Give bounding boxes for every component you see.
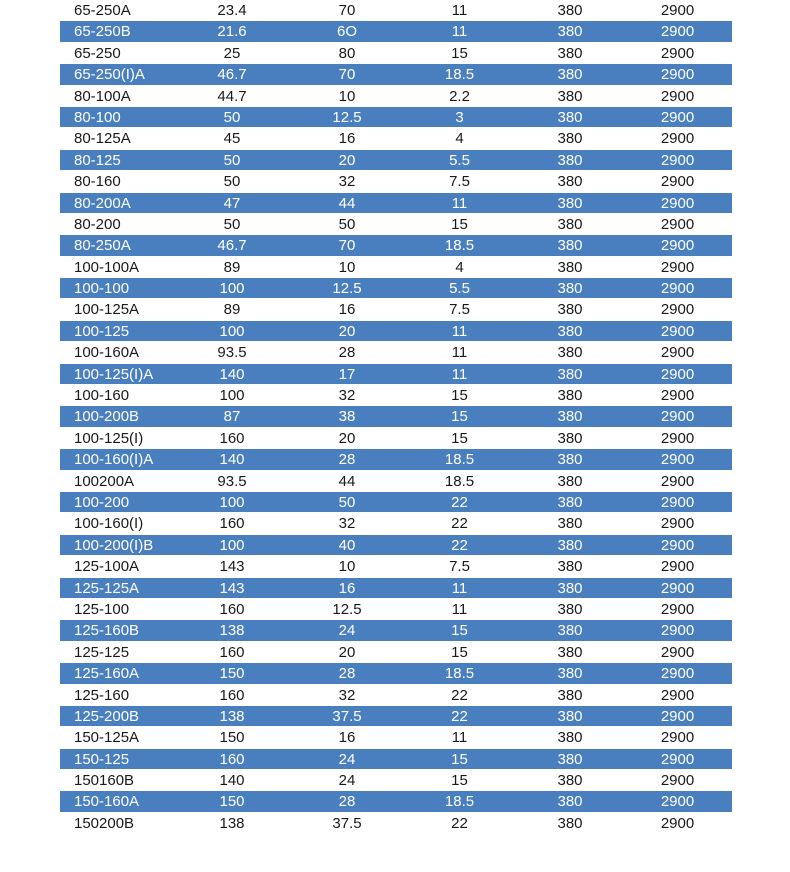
table-cell: 380 (557, 729, 583, 747)
table-row (60, 0, 732, 21)
model-cell: 100-160A (74, 344, 140, 362)
table-cell: 380 (557, 322, 583, 340)
model-cell: 125-100A (74, 558, 140, 576)
table-cell: 2900 (660, 215, 695, 233)
table-cell: 380 (557, 515, 583, 533)
model-cell: 80-160 (74, 173, 121, 191)
table-row (60, 235, 732, 256)
table-cell: 17 (338, 365, 356, 383)
table-cell: 380 (557, 622, 583, 640)
table-cell: 15 (451, 622, 468, 640)
table-row (60, 471, 732, 492)
table-cell: 89 (223, 301, 241, 319)
table-row (60, 278, 732, 299)
table-row (60, 364, 732, 385)
table-cell: 15 (451, 429, 468, 447)
table-row (60, 449, 732, 470)
model-cell: 80-125A (74, 130, 131, 148)
model-cell: 80-250A (74, 237, 131, 255)
table-cell: 2900 (660, 194, 695, 212)
table-cell: 380 (557, 237, 583, 255)
table-cell: 15 (451, 750, 468, 768)
model-cell: 100-100 (74, 280, 130, 298)
table-row (60, 749, 732, 770)
pump-spec-table (60, 0, 732, 834)
model-cell: 125-160B (74, 622, 140, 640)
table-cell: 28 (338, 665, 356, 683)
table-cell: 380 (557, 451, 583, 469)
table-cell: 2.2 (449, 87, 470, 105)
model-cell: 150160B (74, 772, 135, 790)
table-cell: 380 (557, 280, 583, 298)
table-cell: 44 (338, 472, 356, 490)
table-row (60, 299, 732, 320)
table-cell: 4 (455, 130, 464, 148)
table-cell: 32 (338, 387, 356, 405)
table-cell: 37.5 (332, 707, 362, 725)
table-cell: 28 (338, 793, 356, 811)
table-cell: 16 (338, 579, 356, 597)
table-cell: 2900 (660, 237, 695, 255)
table-cell: 46.7 (217, 237, 247, 255)
table-cell: 22 (451, 493, 468, 511)
table-cell: 380 (557, 387, 583, 405)
table-cell: 160 (219, 643, 245, 661)
table-cell: 2900 (660, 87, 695, 105)
table-row (60, 706, 732, 727)
table-cell: 20 (338, 151, 356, 169)
table-cell: 143 (219, 579, 245, 597)
table-cell: 380 (557, 66, 583, 84)
table-cell: 44 (338, 194, 356, 212)
table-cell: 50 (223, 151, 241, 169)
table-cell: 15 (451, 408, 468, 426)
table-row (60, 321, 732, 342)
model-cell: 125-100 (74, 600, 130, 618)
table-cell: 160 (219, 750, 245, 768)
table-cell: 20 (338, 322, 356, 340)
table-cell: 50 (223, 108, 241, 126)
table-cell: 45 (223, 130, 241, 148)
table-cell: 150 (219, 665, 245, 683)
table-cell: 40 (338, 536, 356, 554)
table-cell: 28 (338, 451, 356, 469)
table-cell: 2900 (660, 408, 695, 426)
table-row (60, 642, 732, 663)
table-cell: 93.5 (217, 472, 247, 490)
table-cell: 100 (219, 322, 245, 340)
table-row (60, 193, 732, 214)
table-cell: 22 (451, 515, 468, 533)
table-cell: 2900 (660, 686, 695, 704)
table-cell: 11 (451, 194, 468, 212)
model-cell: 65-250 (74, 44, 121, 62)
table-cell: 2900 (660, 729, 695, 747)
table-cell: 380 (557, 108, 583, 126)
table-cell: 380 (557, 429, 583, 447)
table-row (60, 128, 732, 149)
table-cell: 24 (338, 622, 356, 640)
table-cell: 143 (219, 558, 245, 576)
table-cell: 2900 (660, 130, 695, 148)
model-cell: 80-125 (74, 151, 121, 169)
table-cell: 2900 (660, 772, 695, 790)
table-cell: 7.5 (449, 558, 470, 576)
table-cell: 32 (338, 173, 356, 191)
table-cell: 2900 (660, 280, 695, 298)
table-cell: 16 (338, 301, 356, 319)
model-cell: 125-125 (74, 643, 130, 661)
table-cell: 2900 (660, 472, 695, 490)
table-cell: 28 (338, 344, 356, 362)
model-cell: 100-100A (74, 258, 140, 276)
table-row (60, 257, 732, 278)
table-cell: 47 (223, 194, 241, 212)
table-row (60, 107, 732, 128)
table-cell: 4 (455, 258, 464, 276)
table-cell: 380 (557, 2, 583, 19)
table-cell: 2900 (660, 622, 695, 640)
table-cell: 2900 (660, 322, 695, 340)
table-cell: 18.5 (444, 472, 475, 490)
model-cell: 150-125 (74, 750, 130, 768)
model-cell: 65-250(I)A (74, 66, 145, 84)
table-cell: 138 (219, 707, 245, 725)
table-cell: 18.5 (444, 665, 475, 683)
table-cell: 160 (219, 515, 245, 533)
table-cell: 22 (451, 686, 468, 704)
table-cell: 11 (451, 600, 468, 618)
table-cell: 2900 (660, 665, 695, 683)
table-cell: 380 (557, 408, 583, 426)
table-cell: 2900 (660, 429, 695, 447)
table-cell: 50 (223, 173, 241, 191)
table-cell: 21.6 (217, 23, 247, 41)
table-cell: 2900 (660, 493, 695, 511)
table-cell: 380 (557, 87, 583, 105)
table-cell: 380 (557, 814, 583, 832)
table-cell: 2900 (660, 173, 695, 191)
table-row (60, 342, 732, 363)
table-cell: 11 (451, 344, 468, 362)
table-cell: 2900 (660, 707, 695, 725)
table-cell: 2900 (660, 66, 695, 84)
table-cell: 380 (557, 750, 583, 768)
table-cell: 20 (338, 429, 356, 447)
model-cell: 100-125(I)A (74, 365, 154, 383)
table-cell: 37.5 (332, 814, 362, 832)
table-row (60, 385, 732, 406)
table-cell: 2900 (660, 344, 695, 362)
model-cell: 100-200B (74, 408, 140, 426)
table-cell: 12.5 (332, 280, 362, 298)
model-cell: 80-200 (74, 215, 121, 233)
table-cell: 11 (451, 729, 468, 747)
table-cell: 2900 (660, 301, 695, 319)
table-cell: 380 (557, 301, 583, 319)
table-cell: 11 (451, 322, 468, 340)
table-cell: 6O (336, 23, 357, 41)
table-row (60, 813, 732, 834)
table-row (60, 171, 732, 192)
table-cell: 2900 (660, 750, 695, 768)
table-cell: 10 (338, 87, 356, 105)
table-cell: 2900 (660, 365, 695, 383)
table-cell: 160 (219, 429, 245, 447)
table-cell: 93.5 (217, 344, 247, 362)
table-cell: 5.5 (449, 280, 470, 298)
model-cell: 125-200B (74, 707, 140, 725)
model-cell: 150-125A (74, 729, 140, 747)
table-row (60, 578, 732, 599)
model-cell: 80-200A (74, 194, 131, 212)
table-cell: 7.5 (449, 173, 470, 191)
table-cell: 2900 (660, 151, 695, 169)
table-cell: 2900 (660, 600, 695, 618)
table-cell: 2900 (660, 44, 695, 62)
table-cell: 380 (557, 258, 583, 276)
table-row (60, 620, 732, 641)
table-cell: 11 (451, 2, 468, 19)
table-cell: 15 (451, 215, 468, 233)
table-row (60, 64, 732, 85)
table-cell: 380 (557, 579, 583, 597)
model-cell: 150-160A (74, 793, 140, 811)
table-cell: 380 (557, 215, 583, 233)
table-row (60, 150, 732, 171)
table-row (60, 556, 732, 577)
table-row (60, 535, 732, 556)
table-cell: 140 (219, 365, 245, 383)
model-cell: 100-125A (74, 301, 140, 319)
table-cell: 160 (219, 600, 245, 618)
table-cell: 18.5 (444, 66, 475, 84)
table-cell: 15 (451, 387, 468, 405)
table-row (60, 513, 732, 534)
table-cell: 100 (219, 387, 245, 405)
table-cell: 20 (338, 643, 356, 661)
table-cell: 22 (451, 536, 468, 554)
table-cell: 138 (219, 814, 245, 832)
table-cell: 140 (219, 451, 245, 469)
table-cell: 2900 (660, 515, 695, 533)
table-cell: 70 (338, 237, 356, 255)
table-row (60, 406, 732, 427)
table-cell: 16 (338, 729, 356, 747)
table-cell: 380 (557, 44, 583, 62)
table-cell: 18.5 (444, 451, 475, 469)
model-cell: 100-125 (74, 322, 130, 340)
table-cell: 10 (338, 258, 356, 276)
table-cell: 2900 (660, 23, 695, 41)
table-row (60, 428, 732, 449)
table-cell: 380 (557, 194, 583, 212)
model-cell: 65-250A (74, 2, 131, 19)
table-cell: 2900 (660, 387, 695, 405)
table-cell: 380 (557, 600, 583, 618)
table-cell: 2900 (660, 108, 695, 126)
model-cell: 100-160(I) (74, 515, 144, 533)
table-cell: 5.5 (449, 151, 470, 169)
table-cell: 380 (557, 793, 583, 811)
table-cell: 15 (451, 44, 468, 62)
table-cell: 100 (219, 536, 245, 554)
table-row (60, 727, 732, 748)
model-cell: 80-100 (74, 108, 121, 126)
table-cell: 12.5 (332, 600, 362, 618)
table-cell: 80 (338, 44, 356, 62)
table-cell: 380 (557, 173, 583, 191)
table-cell: 380 (557, 707, 583, 725)
table-cell: 24 (338, 750, 356, 768)
table-cell: 2900 (660, 536, 695, 554)
table-cell: 380 (557, 643, 583, 661)
table-cell: 32 (338, 686, 356, 704)
table-cell: 380 (557, 772, 583, 790)
table-cell: 380 (557, 365, 583, 383)
table-cell: 380 (557, 558, 583, 576)
table-cell: 11 (451, 365, 468, 383)
table-row (60, 685, 732, 706)
table-row (60, 86, 732, 107)
table-cell: 2900 (660, 814, 695, 832)
table-cell: 380 (557, 472, 583, 490)
table-row (60, 663, 732, 684)
table-cell: 23.4 (217, 2, 247, 19)
model-cell: 150200B (74, 814, 135, 832)
model-cell: 125-160A (74, 665, 140, 683)
model-cell: 100-200 (74, 493, 130, 511)
table-cell: 380 (557, 130, 583, 148)
table-cell: 3 (455, 108, 464, 126)
table-cell: 11 (451, 579, 468, 597)
table-cell: 15 (451, 643, 468, 661)
table-cell: 46.7 (217, 66, 247, 84)
model-cell: 100-160 (74, 387, 130, 405)
table-cell: 16 (338, 130, 356, 148)
table-row (60, 492, 732, 513)
table-cell: 160 (219, 686, 245, 704)
model-cell: 125-160 (74, 686, 130, 704)
table-cell: 38 (338, 408, 356, 426)
table-row (60, 599, 732, 620)
table-cell: 12.5 (332, 108, 362, 126)
table-cell: 7.5 (449, 301, 470, 319)
table-cell: 140 (219, 772, 245, 790)
table-cell: 2900 (660, 558, 695, 576)
table-cell: 100 (219, 280, 245, 298)
table-cell: 70 (338, 2, 356, 19)
model-cell: 125-125A (74, 579, 140, 597)
table-cell: 150 (219, 729, 245, 747)
table-cell: 2900 (660, 451, 695, 469)
table-cell: 22 (451, 814, 468, 832)
table-cell: 10 (338, 558, 356, 576)
table-cell: 32 (338, 515, 356, 533)
table-row (60, 214, 732, 235)
table-row (60, 21, 732, 42)
model-cell: 100-125(I) (74, 429, 144, 447)
table-cell: 50 (338, 215, 356, 233)
table-row (60, 43, 732, 64)
table-cell: 380 (557, 23, 583, 41)
table-cell: 380 (557, 665, 583, 683)
table-cell: 380 (557, 344, 583, 362)
table-cell: 50 (223, 215, 241, 233)
table-cell: 18.5 (444, 237, 475, 255)
table-cell: 70 (338, 66, 356, 84)
table-cell: 24 (338, 772, 356, 790)
table-cell: 2900 (660, 643, 695, 661)
table-row (60, 770, 732, 791)
table-cell: 2900 (660, 579, 695, 597)
table-cell: 380 (557, 151, 583, 169)
model-cell: 100200A (74, 472, 135, 490)
table-cell: 87 (223, 408, 241, 426)
table-cell: 100 (219, 493, 245, 511)
table-cell: 2900 (660, 258, 695, 276)
table-cell: 2900 (660, 2, 695, 19)
table-cell: 44.7 (217, 87, 247, 105)
table-cell: 15 (451, 772, 468, 790)
model-cell: 65-250B (74, 23, 131, 41)
model-cell: 100-160(I)A (74, 451, 154, 469)
table-cell: 138 (219, 622, 245, 640)
table-cell: 380 (557, 686, 583, 704)
table-cell: 380 (557, 536, 583, 554)
table-cell: 150 (219, 793, 245, 811)
table-cell: 22 (451, 707, 468, 725)
table-cell: 50 (338, 493, 356, 511)
table-cell: 89 (223, 258, 241, 276)
table-cell: 380 (557, 493, 583, 511)
model-cell: 80-100A (74, 87, 131, 105)
table-cell: 18.5 (444, 793, 475, 811)
table-cell: 2900 (660, 793, 695, 811)
table-cell: 11 (451, 23, 468, 41)
table-cell: 25 (223, 44, 241, 62)
model-cell: 100-200(I)B (74, 536, 154, 554)
table-row (60, 791, 732, 812)
